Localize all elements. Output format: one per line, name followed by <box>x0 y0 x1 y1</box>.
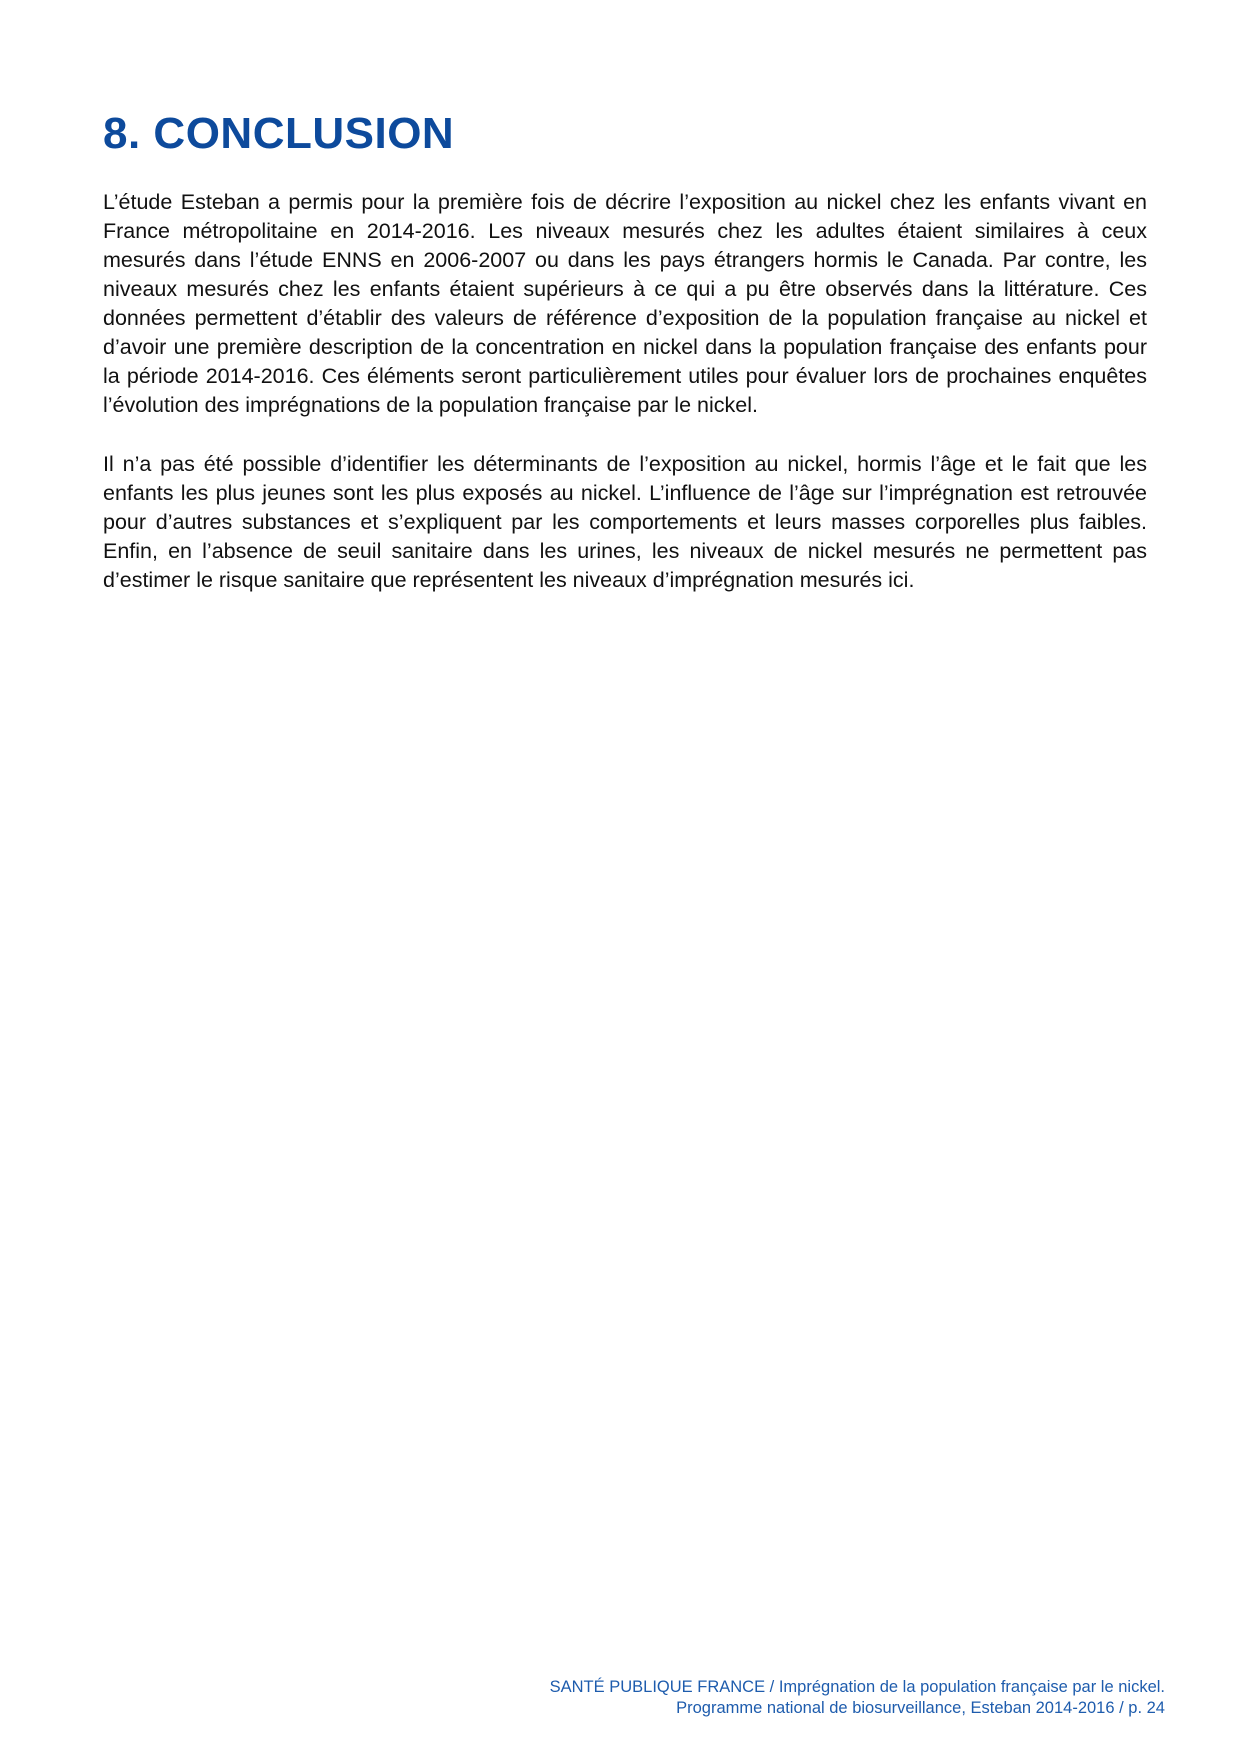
footer-line-program-page-number: Programme national de biosurveillance, Esteban 2014-2016 / p. 24 <box>676 1699 1165 1717</box>
page-content <box>103 110 1147 625</box>
conclusion-paragraph-2: Il n’a pas été possible d’identifier les déterminants de l’exposition au nickel, hormis l’âge et le fait que les enfants les plus jeunes sont les plus exposés au nickel. L’influence de l’âge sur l’imprégnation est retrouvée pour d’autres substances et s’expliquent par les comportements et leurs masses corporelles plus faibles. Enfin, en l’absence de seuil sanitaire dans les urines, les niveaux de nickel mesurés ne permettent pas d’estimer le risque sanitaire que représentent les niveaux d’imprégnation mesurés ici. <box>103 452 1147 592</box>
conclusion-paragraph-1: L’étude Esteban a permis pour la première fois de décrire l’exposition au nickel chez les enfants vivant en France métropolitaine en 2014-2016. Les niveaux mesurés chez les adultes étaient similaires à ceux mesurés dans l’étude ENNS en 2006-2007 ou dans les pays étrangers hormis le Canada. Par contre, les niveaux mesurés chez les enfants étaient supérieurs à ce qui a pu être observés dans la littérature. Ces données permettent d’établir des valeurs de référence d’exposition de la population française au nickel et d’avoir une première description de la concentration en nickel dans la population française des enfants pour la période 2014-2016. Ces éléments seront particulièrement utiles pour évaluer lors de prochaines enquêtes l’évolution des imprégnations de la population française par le nickel. <box>103 190 1147 417</box>
page-footer <box>550 1677 1165 1719</box>
footer-line-publisher: SANTÉ PUBLIQUE FRANCE / Imprégnation de la population française par le nickel. <box>549 1678 1165 1696</box>
section-heading: 8. CONCLUSION <box>103 109 455 158</box>
